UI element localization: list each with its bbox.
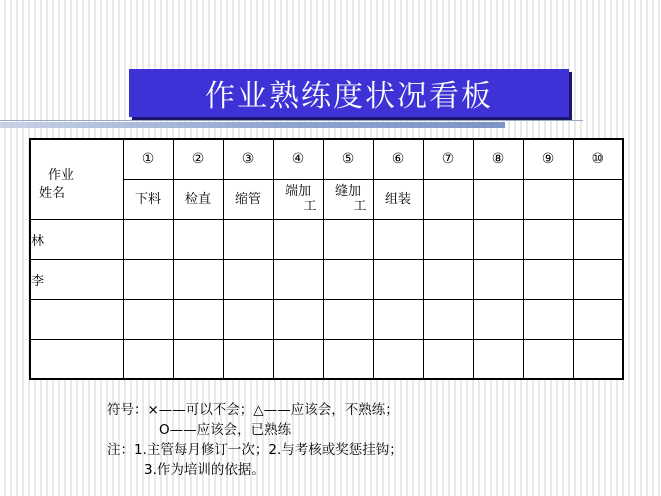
step-number: ⑨ [523, 139, 573, 179]
skill-cell [223, 259, 273, 299]
skill-cell [573, 299, 623, 339]
corner-label-name: 姓名 [39, 186, 66, 201]
skill-cell [423, 299, 473, 339]
symbols-legend-line: 符号：×——可以不会；△——应该会，不熟练； [107, 402, 399, 418]
skill-cell [173, 339, 223, 379]
process-cell [373, 179, 423, 219]
skill-cell [223, 339, 273, 379]
skill-cell [373, 299, 423, 339]
process-label: 组装 [384, 191, 411, 207]
employee-name [30, 339, 123, 379]
page-title: 作业熟练度状况看板 [129, 69, 569, 117]
process-cell [423, 179, 473, 219]
process-cell [523, 179, 573, 219]
step-number: ⑤ [323, 139, 373, 179]
skill-cell [423, 339, 473, 379]
process-cell [173, 179, 223, 219]
table-row [30, 219, 623, 259]
header-row-steps [30, 139, 623, 179]
employee-name: 李 [30, 259, 123, 299]
skill-cell [123, 219, 173, 259]
process-cell [573, 179, 623, 219]
skill-cell [173, 219, 223, 259]
skill-cell [123, 339, 173, 379]
skill-cell [273, 219, 323, 259]
proficiency-table [29, 138, 624, 380]
process-label-cont: 工 [353, 199, 367, 214]
note-line-cont: 3.作为培训的依据。 [144, 462, 265, 478]
skill-cell [223, 299, 273, 339]
step-number: ⑦ [423, 139, 473, 179]
skill-cell [473, 259, 523, 299]
legend-notes [107, 400, 403, 480]
skill-cell [523, 259, 573, 299]
divider-line-thin [0, 120, 583, 121]
skill-cell [273, 339, 323, 379]
skill-cell [173, 299, 223, 339]
step-number: ④ [273, 139, 323, 179]
skill-cell [523, 219, 573, 259]
table-row [30, 299, 623, 339]
skill-cell [373, 219, 423, 259]
step-number: ② [173, 139, 223, 179]
employee-name [30, 299, 123, 339]
process-cell [123, 179, 173, 219]
symbols-legend-line-cont: O——应该会，已熟练 [159, 422, 292, 438]
skill-cell [423, 219, 473, 259]
skill-cell [373, 259, 423, 299]
skill-cell [573, 339, 623, 379]
step-number: ① [123, 139, 173, 179]
skill-cell [473, 299, 523, 339]
process-label: 缝加 [334, 184, 361, 199]
skill-cell [123, 259, 173, 299]
process-label-cont: 工 [303, 199, 317, 214]
step-number: ⑩ [573, 139, 623, 179]
note-line: 注：1.主管每月修订一次；2.与考核或奖惩挂钩； [107, 442, 403, 458]
process-cell [223, 179, 273, 219]
process-label: 端加 [284, 184, 311, 199]
process-label: 下料 [134, 191, 161, 207]
skill-cell [123, 299, 173, 339]
step-number: ③ [223, 139, 273, 179]
skill-cell [223, 219, 273, 259]
skill-cell [523, 299, 573, 339]
divider-line-thick [0, 122, 505, 128]
skill-cell [273, 299, 323, 339]
step-number: ⑥ [373, 139, 423, 179]
skill-cell [373, 339, 423, 379]
skill-cell [573, 259, 623, 299]
skill-cell [523, 339, 573, 379]
corner-label-task: 作业 [48, 168, 75, 183]
skill-cell [573, 219, 623, 259]
step-number: ⑧ [473, 139, 523, 179]
skill-cell [173, 259, 223, 299]
process-cell [273, 179, 323, 219]
skill-cell [323, 339, 373, 379]
skill-cell [323, 259, 373, 299]
skill-cell [323, 219, 373, 259]
skill-cell [323, 299, 373, 339]
process-cell [473, 179, 523, 219]
table-row [30, 259, 623, 299]
process-label: 缩管 [234, 191, 261, 207]
skill-cell [273, 259, 323, 299]
corner-cell [30, 139, 123, 219]
skill-cell [473, 219, 523, 259]
employee-name: 林 [30, 219, 123, 259]
process-cell [323, 179, 373, 219]
skill-cell [473, 339, 523, 379]
process-label: 检直 [184, 191, 211, 207]
skill-cell [423, 259, 473, 299]
table-row [30, 339, 623, 379]
